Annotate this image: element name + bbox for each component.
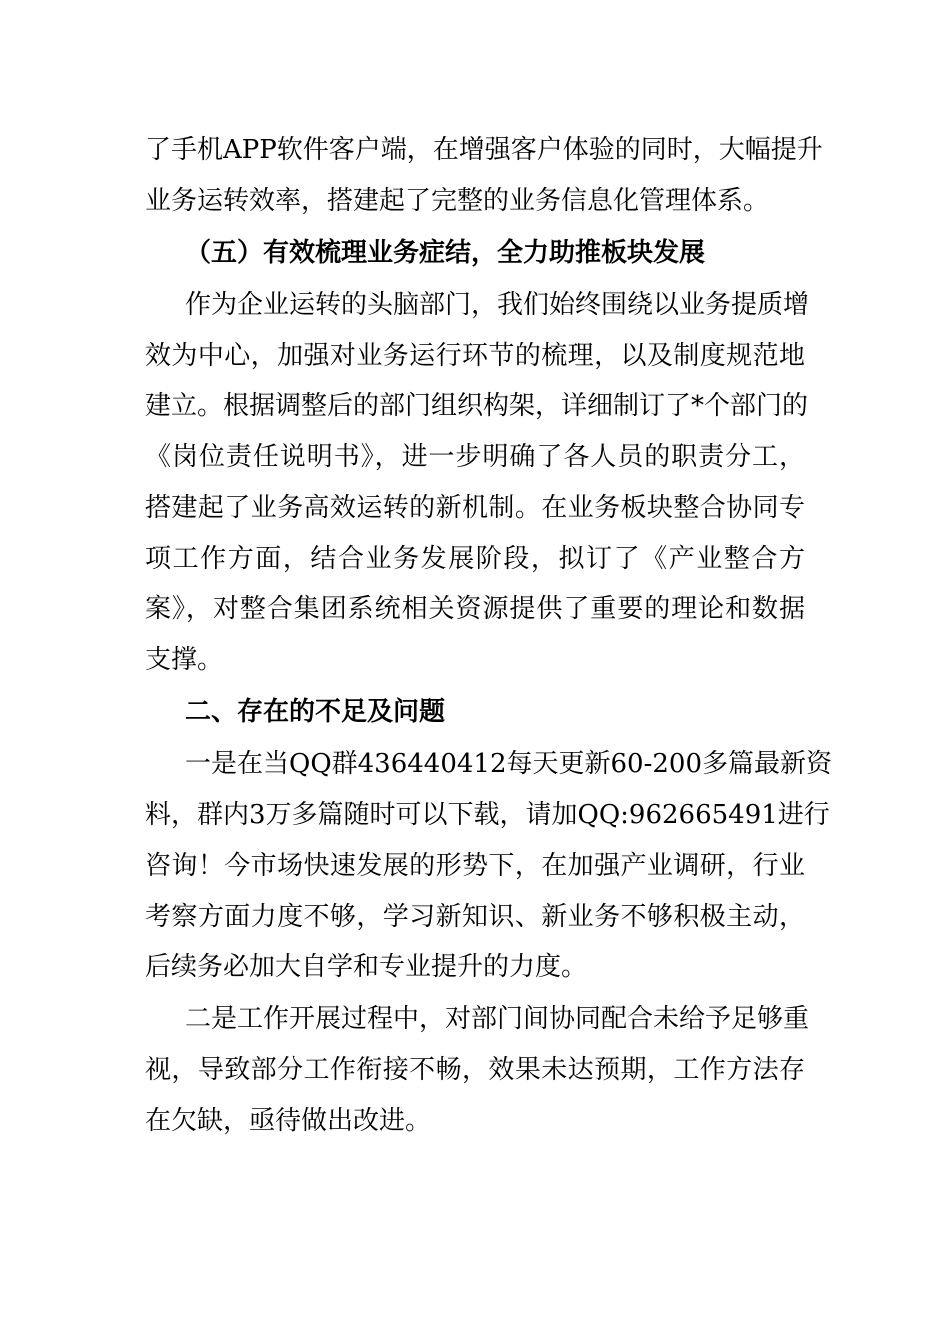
paragraph-line — [0, 336, 950, 376]
line-text: 二是工作开展过程中，对部门间协同配合未给予足够重 — [185, 1004, 810, 1034]
paragraph-line — [0, 744, 950, 784]
paragraph-line — [0, 386, 950, 426]
line-text: 一是在当QQ群436440412每天更新60-200多篇最新资 — [185, 749, 833, 779]
paragraph-line — [0, 539, 950, 579]
line-text: 在欠缺，亟待做出改进。 — [145, 1106, 432, 1136]
line-text: 效为中心，加强对业务运行环节的梳理，以及制度规范地 — [145, 341, 805, 371]
line-text: 作为企业运转的头脑部门，我们始终围绕以业务提质增 — [185, 290, 810, 320]
paragraph-line — [0, 795, 950, 835]
paragraph-line — [0, 130, 950, 170]
line-text: 支撑。 — [145, 645, 224, 675]
paragraph-line — [0, 640, 950, 680]
line-text: 后续务必加大自学和专业提升的力度。 — [145, 952, 588, 982]
line-text: 《岗位责任说明书》，进一步明确了各人员的职责分工， — [145, 442, 805, 472]
line-text: 搭建起了业务高效运转的新机制。在业务板块整合协同专 — [145, 493, 805, 523]
line-text: 业务运转效率，搭建起了完整的业务信息化管理体系。 — [145, 186, 770, 216]
paragraph-line — [0, 897, 950, 937]
paragraph-line — [0, 1050, 950, 1090]
heading-text: 二、存在的不足及问题 — [185, 697, 446, 727]
line-text: 咨询！今市场快速发展的形势下，在加强产业调研，行业 — [145, 851, 805, 881]
line-text: 了手机APP软件客户端，在增强客户体验的同时，大幅提升 — [145, 135, 823, 165]
paragraph-line — [0, 589, 950, 629]
paragraph-line — [0, 181, 950, 221]
paragraph-line — [0, 947, 950, 987]
section-subheading — [0, 233, 950, 273]
line-text: 项工作方面，结合业务发展阶段，拟订了《产业整合方 — [145, 544, 805, 574]
line-text: 视，导致部分工作衔接不畅，效果未达预期，工作方法存 — [145, 1055, 805, 1085]
paragraph-line — [0, 285, 950, 325]
paragraph-line — [0, 999, 950, 1039]
section-heading — [0, 692, 950, 732]
paragraph-line — [0, 437, 950, 477]
paragraph-line — [0, 488, 950, 528]
line-text: 建立。根据调整后的部门组织构架，详细制订了*个部门的 — [145, 391, 809, 421]
line-text: 考察方面力度不够，学习新知识、新业务不够积极主动， — [145, 902, 805, 932]
subheading-text: （五）有效梳理业务症结，全力助推板块发展 — [185, 238, 706, 268]
paragraph-line — [0, 846, 950, 886]
line-text: 料，群内3万多篇随时可以下载，请加QQ:962665491进行 — [145, 800, 830, 830]
paragraph-line — [0, 1101, 950, 1141]
line-text: 案》，对整合集团系统相关资源提供了重要的理论和数据 — [145, 594, 805, 624]
